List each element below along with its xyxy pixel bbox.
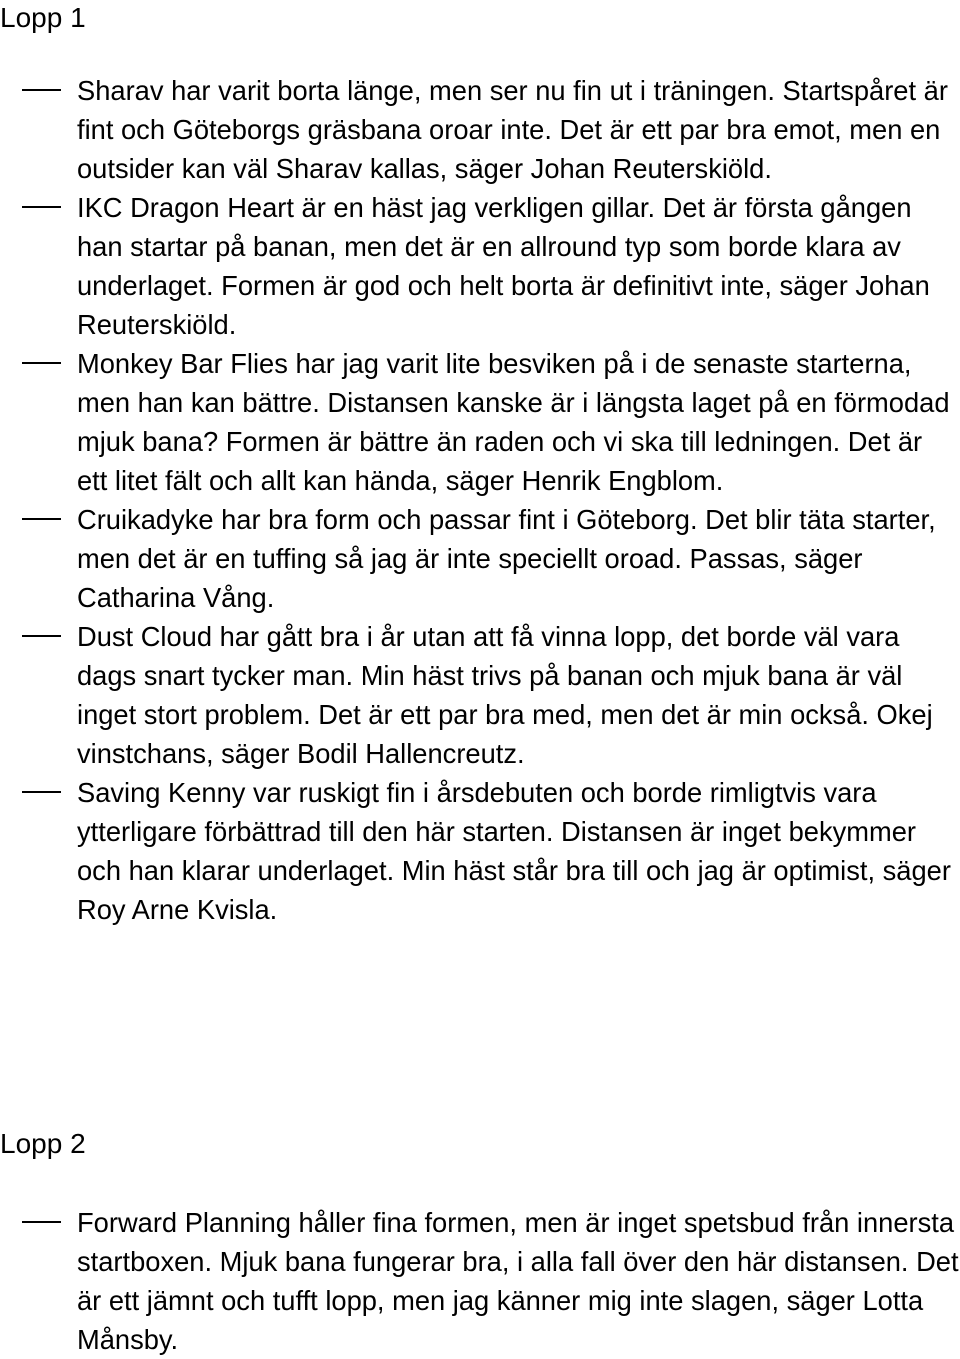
section-heading-lopp-1: Lopp 1 [0, 2, 86, 33]
dash-bullet-icon [22, 791, 61, 793]
comment-text: Saving Kenny var ruskigt fin i årsdebuten och borde rimligtvis vara ytterligare förbättrad till den här starten. Distansen är inget bekymmer och han klarar underlaget. Min häst står bra till och jag är optimist, säger Roy Arne Kvisla. [77, 777, 951, 925]
dash-bullet-icon [22, 89, 61, 91]
comment-text: Sharav har varit borta länge, men ser nu fin ut i träningen. Startspåret är fint och Göteborgs gräsbana oroar inte. Det är ett par bra emot, men en outsider kan väl Sharav kallas, säger Johan Reuterskiöld. [77, 75, 948, 184]
race-2-comment-list [0, 1203, 960, 1359]
comment-text: Dust Cloud har gått bra i år utan att få vinna lopp, det borde väl vara dags snart tycker man. Min häst trivs på banan och mjuk bana är väl inget stort problem. Det är ett par bra med, men det är min också. Okej vinstchans, säger Bodil Hallencreutz. [77, 621, 933, 769]
dash-bullet-icon [22, 362, 61, 364]
comment-text: IKC Dragon Heart är en häst jag verkligen gillar. Det är första gången han startar på banan, men det är en allround typ som borde klara av underlaget. Formen är god och helt borta är definitivt inte, säger Johan Reuterskiöld. [77, 192, 930, 340]
comment-text: Forward Planning håller fina formen, men är inget spetsbud från innersta startboxen. Mjuk bana fungerar bra, i alla fall över den här distansen. Det är ett jämnt och tufft lopp, men jag känner mig inte slagen, säger Lotta Månsby. [77, 1207, 959, 1355]
list-item [0, 344, 960, 500]
comment-text: Monkey Bar Flies har jag varit lite besviken på i de senaste starterna, men han kan bättre. Distansen kanske är i längsta laget på en förmodad mjuk bana? Formen är bättre än raden och vi ska till ledningen. Det är ett litet fält och allt kan hända, säger Henrik Engblom. [77, 348, 950, 496]
list-item [0, 1203, 960, 1359]
race-1-comment-list [0, 71, 960, 929]
list-item [0, 617, 960, 773]
dash-bullet-icon [22, 206, 61, 208]
list-item [0, 500, 960, 617]
dash-bullet-icon [22, 518, 61, 520]
list-item [0, 773, 960, 929]
list-item [0, 188, 960, 344]
dash-bullet-icon [22, 635, 61, 637]
comment-text: Cruikadyke har bra form och passar fint i Göteborg. Det blir täta starter, men det är en tuffing så jag är inte speciellt oroad. Passas, säger Catharina Vång. [77, 504, 936, 613]
dash-bullet-icon [22, 1221, 61, 1223]
list-item [0, 71, 960, 188]
section-heading-lopp-2: Lopp 2 [0, 1128, 86, 1159]
